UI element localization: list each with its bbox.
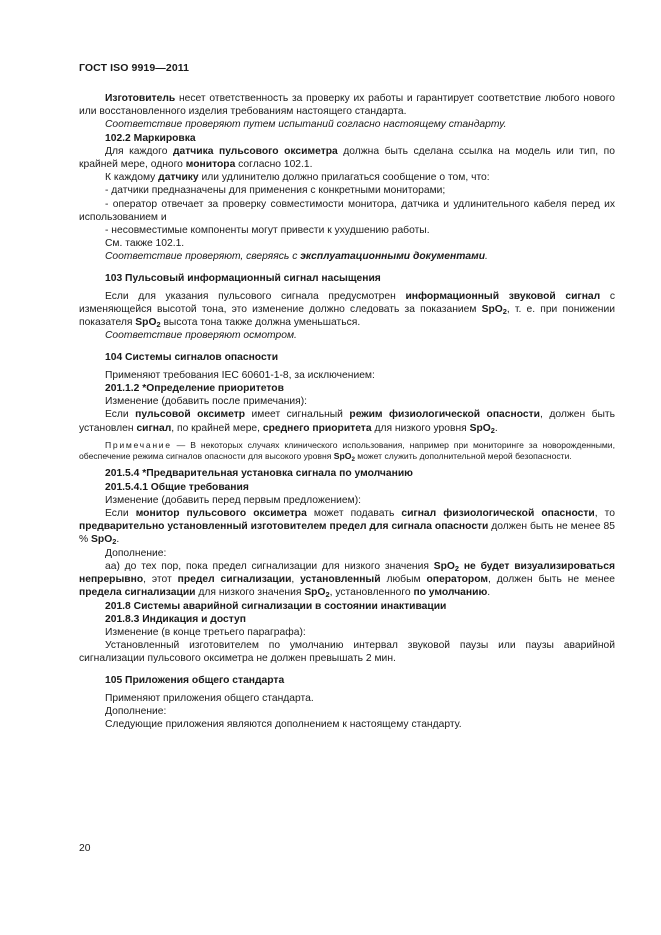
text: , то	[594, 508, 615, 520]
text: имеет сигнальный	[245, 409, 350, 421]
paragraph-sensor-message	[79, 171, 615, 184]
text: для низкого значения	[195, 587, 305, 599]
text: Если для указания пульсового сигнала предусмотрен	[105, 290, 406, 302]
term: предварительно установленный изготовителем предел для сигнала опасности	[79, 521, 489, 533]
section-heading-201-5-4-1: 201.5.4.1 Общие требования	[105, 481, 249, 493]
term: монитора	[185, 159, 236, 171]
term: по умолчанию	[413, 587, 488, 599]
term: сигнал	[136, 422, 172, 434]
text: или удлинителю должно прилагаться сообщение о том, что:	[198, 172, 490, 184]
term: среднего приоритета	[262, 422, 372, 434]
paragraph-priority	[79, 408, 615, 434]
spo2-label: SpO$_2$	[433, 560, 460, 574]
paragraph: Изменение (в конце третьего параграфа):	[105, 626, 306, 638]
section-heading-201-8-3: 201.8.3 Индикация и доступ	[105, 613, 246, 625]
list-item: - оператор отвечает за проверку совместимости монитора, датчика и удлинительного кабеля перед их использованием и	[79, 198, 615, 223]
text: любым	[380, 574, 427, 586]
note	[79, 440, 615, 463]
spo2-label: SpO$_2$	[304, 587, 330, 600]
text: К каждому	[105, 172, 159, 184]
text: Если	[105, 409, 136, 421]
text: , должен быть не менее	[487, 574, 615, 586]
spo2-label: SpO$_2$	[91, 534, 117, 547]
term: сигнал физиологической опасности	[401, 508, 595, 520]
paragraph-manufacturer	[79, 92, 615, 118]
paragraph-pitch	[79, 290, 615, 330]
paragraph-pause-interval: Установленный изготовителем по умолчанию интервал звуковой паузы или паузы аварийной сигнализации пульсового оксиметра не должен превышать 2 мин.	[79, 640, 615, 665]
section-heading-201-8: 201.8 Системы аварийной сигнализации в состоянии инактивации	[105, 600, 447, 612]
term: режим физиологической опасности	[349, 409, 540, 421]
text: , должен быть установлен	[79, 409, 616, 434]
list-item: - датчики предназначены для применения с конкретными мониторами;	[105, 185, 446, 197]
text: Для каждого	[105, 145, 173, 157]
text: .	[116, 534, 120, 546]
spo2-label: SpO$_2$	[469, 422, 495, 435]
paragraph: Изменение (добавить перед первым предложением):	[105, 494, 362, 506]
paragraph: Применяют требования IEC 60601-1-8, за исключением:	[105, 369, 375, 381]
compliance-note: Соответствие проверяют осмотром.	[105, 330, 297, 342]
text: Соответствие проверяют, сверяясь с	[105, 251, 301, 263]
text: несет ответственность за проверку их работы и гарантирует соответствие любого нового или восстановленного изделия требованиям настоящего стандарта.	[79, 93, 615, 118]
text: должен быть не менее 85 %	[79, 521, 615, 546]
term: предел сигнализации	[177, 574, 292, 586]
term: датчику	[158, 172, 199, 184]
spo2-label: SpO$_2$	[333, 451, 355, 464]
text: высота тона также должна уменьшаться.	[160, 317, 361, 329]
section-heading-103: 103 Пульсовый информационный сигнал насыщения	[105, 272, 381, 284]
text: .	[494, 422, 498, 434]
list-item: - несовместимые компоненты могут привести к ухудшению работы.	[105, 225, 430, 237]
note-label: Примечание	[105, 439, 172, 450]
paragraph: Применяют приложения общего стандарта.	[105, 692, 314, 704]
text: может служить дополнительной мерой безопасности.	[354, 451, 572, 462]
section-heading-102-2: 102.2 Маркировка	[105, 132, 196, 144]
term: эксплуатационными документами	[300, 251, 486, 263]
text: , т. е. при понижении показателя	[79, 304, 615, 329]
document-body	[79, 92, 615, 731]
section-heading-105: 105 Приложения общего стандарта	[105, 674, 285, 686]
paragraph: Дополнение:	[105, 705, 167, 717]
term: пульсовой оксиметр	[135, 409, 246, 421]
paragraph-default-limit	[79, 507, 615, 547]
term: установленный	[300, 574, 381, 586]
text: должна быть сделана ссылка на модель или тип, по крайней мере, одного	[79, 145, 615, 171]
paragraph: Дополнение:	[105, 547, 167, 559]
text: — В некоторых случаях клинического использования, например при мониторинге за новорожденными, обеспечение режима сигналов опасности для высокого уровня	[79, 439, 615, 462]
text: .	[485, 251, 488, 263]
page-number: 20	[79, 843, 91, 854]
paragraph: Изменение (добавить после примечания):	[105, 396, 308, 408]
text: , установленного	[329, 587, 414, 599]
term: не будет визуализироваться непрерывно	[79, 560, 615, 586]
text: ,	[291, 574, 301, 586]
compliance-note	[79, 250, 615, 263]
text: , этот	[143, 574, 178, 586]
term: датчика пульсового оксиметра	[172, 145, 338, 157]
spo2-label: SpO$_2$	[481, 304, 507, 317]
text: , по крайней мере,	[171, 422, 263, 434]
text: с изменяющейся высотой тона, это изменение должно следовать за показанием	[79, 290, 615, 316]
text: аа) до тех пор, пока предел сигнализации для низкого значения	[105, 560, 434, 572]
spo2-label: SpO$_2$	[135, 317, 161, 330]
term: оператором	[426, 574, 488, 586]
text: согласно 102.1.	[235, 159, 313, 171]
section-heading-104: 104 Системы сигналов опасности	[105, 351, 279, 363]
text: .	[487, 587, 491, 599]
section-heading-201-1-2: 201.1.2 *Определение приоритетов	[105, 383, 284, 395]
document-header: ГОСТ ISO 9919—2011	[79, 62, 190, 74]
see-also: См. также 102.1.	[105, 238, 185, 250]
term: предела сигнализации	[79, 587, 196, 599]
text: может подавать	[306, 508, 402, 520]
paragraph-sensor-reference	[79, 145, 615, 171]
term: информационный звуковой сигнал	[405, 290, 601, 302]
section-heading-201-5-4: 201.5.4 *Предварительная установка сигнала по умолчанию	[105, 468, 413, 480]
term-manufacturer: Изготовитель	[105, 93, 176, 104]
compliance-note: Соответствие проверяют путем испытаний согласно настоящему стандарту.	[105, 119, 507, 131]
paragraph-aa	[79, 560, 615, 600]
text: Если	[105, 508, 136, 520]
paragraph: Следующие приложения являются дополнением к настоящему стандарту.	[105, 719, 462, 731]
term: монитор пульсового оксиметра	[135, 508, 307, 520]
text: для низкого уровня	[371, 422, 470, 434]
